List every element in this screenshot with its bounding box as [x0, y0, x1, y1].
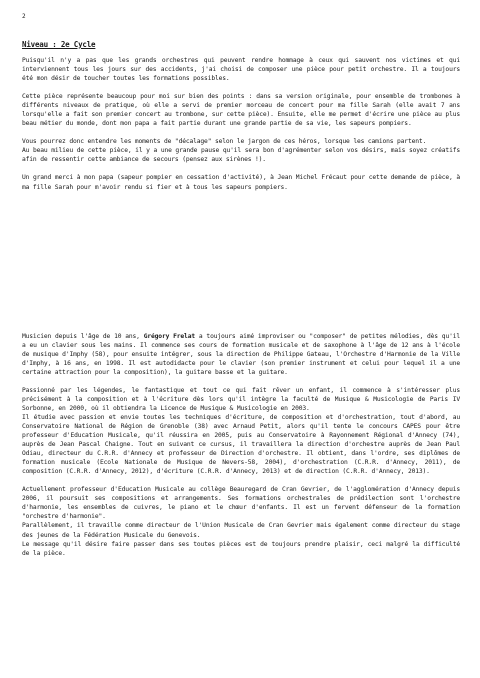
bio-paragraph-4: Actuellement professeur d'Education Musicale au collège Beauregard de Cran Gevrier, de l'agglomération d'Annecy depuis 2006, il poursuit ses compositions et arrangements. Ses formations orchestrales de prédilection sont l'orchestre d'harmonie, les ensembles de cuivres, le piano et le chœur d'enfants. Il est un fervent défenseur de la formation "orchestre d'harmonie".: [22, 486, 460, 521]
bio-intro-continued: a toujours aimé improviser ou "composer" de petites mélodies, dès qu'il a eu un clavier sous les mains. Il commence ses cours de formation musicale et de saxophone à l'âge de 12 ans à l'école de musique d'Imphy (58), pour ensuite intégrer, sous la direction de Philippe Gateau, l'Orchestre d'Harmonie de la Ville d'Imphy, à 16 ans, en 1998. Il est autodidacte pour le clavier (son premier instrument et celui pour lequel il a une certaine attraction pour la composition), la guitare basse et la guitare.: [22, 332, 461, 376]
intro-paragraph-2: Cette pièce représente beaucoup pour moi sur bien des points : dans sa version originale, pour ensemble de trombones à différents niveaux de pratique, où elle a servi de premier morceau de concert pour ma fille Sarah (elle avait 7 ans lorsqu'elle a fait son premier concert au trombone, sur cette pièce). Ensuite, elle me permet d'écrire une pièce au plus beau métier du monde, dont mon papa a fait partie durant une grande partie de sa vie, les sapeurs pompiers.: [22, 93, 460, 128]
composer-name: Grégory Frelat: [143, 332, 195, 340]
page-number: 2: [22, 13, 26, 20]
intro-paragraph-4: Au beau milieu de cette pièce, il y a une grande pause qu'il sera bon d'agrémenter selon vos désirs, mais soyez créatifs afin de ressentir cette ambiance de secours (pensez aux sirènes !).: [22, 147, 460, 164]
intro-paragraph-5: Un grand merci à mon papa (sapeur pompier en cessation d'activité), à Jean Michel Frécaut pour cette demande de pièce, à ma fille Sarah pour m'avoir rendu si fier et à tous les sapeurs pompiers.: [22, 174, 460, 191]
bio-paragraph-2: Passionné par les légendes, le fantastique et tout ce qui fait rêver un enfant, il commence à s'intéresser plus précisément à la composition et à l'écriture dès lors qu'il intègre la faculté de Musique & Musicologie de Paris IV Sorbonne, en 2000, où il obtiendra la Licence de Musique & Musicologie en 2003.: [22, 386, 460, 412]
page-content: [22, 40, 460, 558]
bio-paragraph-5: Parallèlement, il travaille comme directeur de l'Union Musicale de Cran Gevrier mais également comme directeur du stage des jeunes de la Fédération Musicale du Genevois.: [22, 522, 460, 539]
bio-intro-text: Musicien depuis l'âge de 10 ans,: [22, 332, 144, 340]
bio-paragraph-3: Il étudie avec passion et envie toutes les techniques d'écriture, de composition et d'orchestration, tout d'abord, au Conservatoire National de Région de Grenoble (38) avec Arnaud Petit, alors qu'il tente le concours CAPES pour être professeur d'Education Musicale, qu'il réussira en 2005, puis au Conservatoire à Rayonnement Régional d'Annecy (74), auprès de Jean Pascal Chaigne. Tout en suivant ce cursus, il travaillera la direction d'orchestre auprès de Jean Paul Odiau, directeur du C.R.R. d'Annecy et professeur de Direction d'orchestre. Il obtient, dans l'ordre, ses diplômes de formation musicale (Ecole Nationale de Musique de Nevers-58, 2004), d'orchestration (C.R.R. d'Annecy, 2011), de composition (C.R.R. d'Annecy, 2012), d'écriture (C.R.R. d'Annecy, 2013) et de direction (C.R.R. d'Annecy, 2013).: [22, 413, 460, 476]
intro-paragraph-3: Vous pourrez donc entendre les moments de "décalage" selon le jargon de ces héros, lorsque les camions partent.: [22, 138, 427, 146]
bio-paragraph-1: [22, 332, 460, 377]
level-heading: Niveau : 2e Cycle: [22, 40, 96, 49]
bio-paragraph-6: Le message qu'il désire faire passer dans ses toutes pièces est de toujours prendre plaisir, ceci malgré la difficulté de la pièce.: [22, 540, 460, 557]
intro-paragraph-1: Puisqu'il n'y a pas que les grands orchestres qui peuvent rendre hommage à ceux qui sauvent nos victimes et qui interviennent tous les jours sur des accidents, j'ai choisi de composer une pièce pour petit orchestre. Il a toujours été mon désir de toucher toutes les formations possibles.: [22, 57, 460, 83]
